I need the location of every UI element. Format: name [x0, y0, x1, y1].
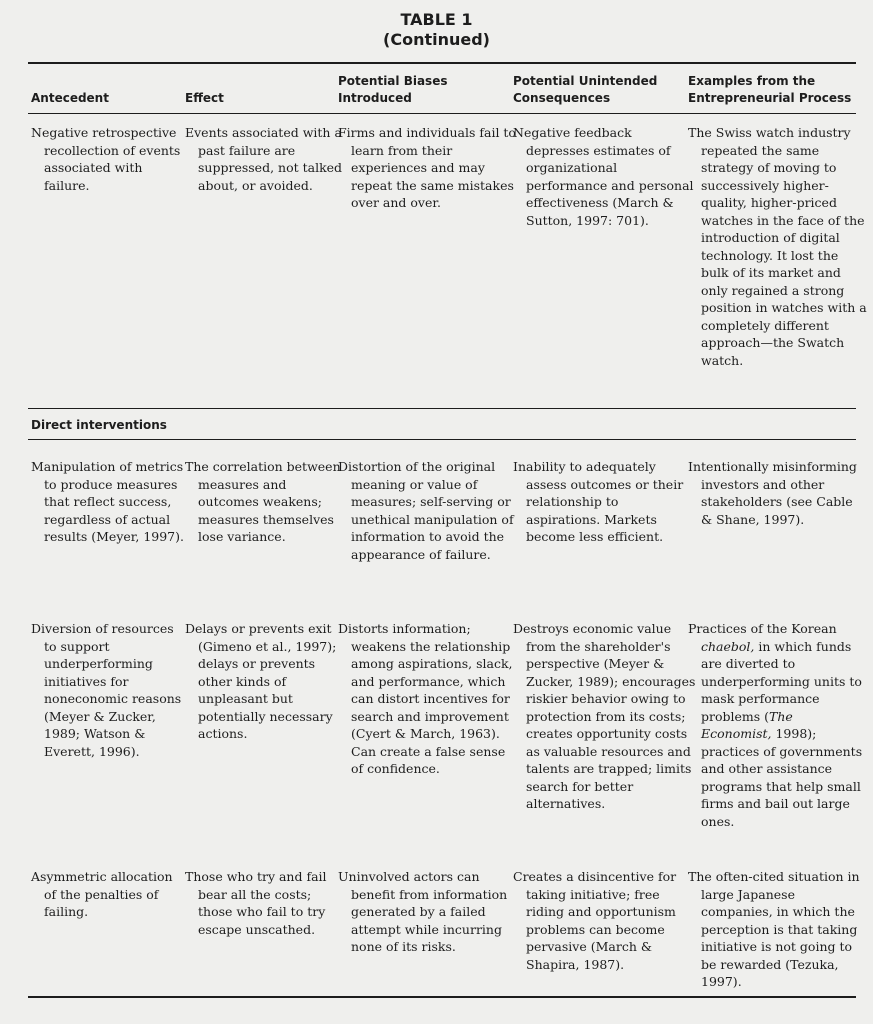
- row-1-biases: Firms and individuals fail to learn from their experiences and may repeat the same mistakes over and over.: [338, 125, 516, 210]
- row-1-examples: The Swiss watch industry repeated the same strategy of moving to successively higher-quality, higher-priced watches in the face of the introduction of digital technology. It lost the bulk of its market and only regained a strong position in watches with a completely different approach—the Swatch watch.: [688, 125, 867, 368]
- row-3-examples-text-3: 1998); practices of governments and other assistance programs that help small firms and bail out large ones.: [701, 726, 863, 829]
- row-4-antecedent: Asymmetric allocation of the penalties of failing.: [31, 869, 173, 919]
- column-header-biases: Potential Biases Introduced: [338, 74, 448, 105]
- row-1-antecedent: Negative retrospective recollection of events associated with failure.: [31, 125, 181, 193]
- row-3-consequences: Destroys economic value from the shareholder's perspective (Meyer & Zucker, 1989); encourages riskier behavior owing to protection from its costs; creates opportunity costs as valuable resources and talents are trapped; limits search for better alternatives.: [513, 621, 696, 811]
- row-2-effect: The correlation between measures and outcomes weakens; measures themselves lose variance.: [185, 459, 341, 544]
- row-2-biases: Distortion of the original meaning or value of measures; self-serving or unethical manipulation of information to avoid the appearance of failure.: [338, 459, 514, 562]
- row-3-examples-text-2: in which funds are diverted to underperforming units to mask performance problems (: [701, 638, 862, 724]
- header-rule: [28, 113, 856, 114]
- row-4-biases: Uninvolved actors can benefit from information generated by a failed attempt while incurring none of its risks.: [338, 869, 508, 954]
- row-2-consequences: Inability to adequately assess outcomes or their relationship to aspirations. Markets become less efficient.: [513, 459, 684, 544]
- row-3-examples: [688, 620, 867, 830]
- row-3-examples-text-1: Practices of the Korean: [688, 621, 837, 636]
- row-3-effect: Delays or prevents exit (Gimeno et al., 1997); delays or prevents other kinds of unpleasant but potentially necessary actions.: [185, 621, 337, 741]
- row-4-examples: The often-cited situation in large Japanese companies, in which the perception is that taking initiative is not going to be rewarded (Tezuka, 1997).: [688, 869, 860, 989]
- table-title: [0, 10, 873, 50]
- row-2-antecedent: Manipulation of metrics to produce measures that reflect success, regardless of actual results (Meyer, 1997).: [31, 459, 184, 544]
- row-3-examples-italic-chaebol: chaebol,: [701, 638, 755, 654]
- section-rule-top: [28, 408, 856, 409]
- table-continued: (Continued): [383, 30, 490, 49]
- section-rule-bottom: [28, 439, 856, 440]
- row-1-consequences: Negative feedback depresses estimates of organizational performance and personal effectiveness (March & Sutton, 1997: 701).: [513, 125, 694, 228]
- column-header-effect: Effect: [185, 91, 224, 105]
- table-number: TABLE 1: [400, 10, 473, 29]
- bottom-rule: [28, 996, 856, 998]
- row-1-effect: Events associated with a past failure are suppressed, not talked about, or avoided.: [185, 125, 343, 193]
- row-2-examples: Intentionally misinforming investors and other stakeholders (see Cable & Shane, 1997).: [688, 459, 857, 527]
- row-3-examples-italic-economist: The Economist,: [701, 708, 793, 741]
- row-3-biases: Distorts information; weakens the relationship among aspirations, slack, and performance, which can distort incentives for search and improvement (Cyert & March, 1963). Can create a false sense of confidence.: [338, 621, 513, 776]
- row-4-consequences: Creates a disincentive for taking initiative; free riding and opportunism problems can become pervasive (March & Shapira, 1987).: [513, 869, 677, 972]
- column-header-antecedent: Antecedent: [31, 91, 109, 105]
- row-4-effect: Those who try and fail bear all the costs; those who fail to try escape unscathed.: [185, 869, 327, 937]
- column-header-examples: Examples from the Entrepreneurial Process: [688, 74, 852, 105]
- row-3-antecedent: Diversion of resources to support underperforming initiatives for noneconomic reasons (Meyer & Zucker, 1989; Watson & Everett, 1996).: [31, 621, 182, 759]
- top-rule: [28, 62, 856, 64]
- column-header-consequences: Potential Unintended Consequences: [513, 74, 658, 105]
- section-label-direct-interventions: Direct interventions: [31, 418, 167, 432]
